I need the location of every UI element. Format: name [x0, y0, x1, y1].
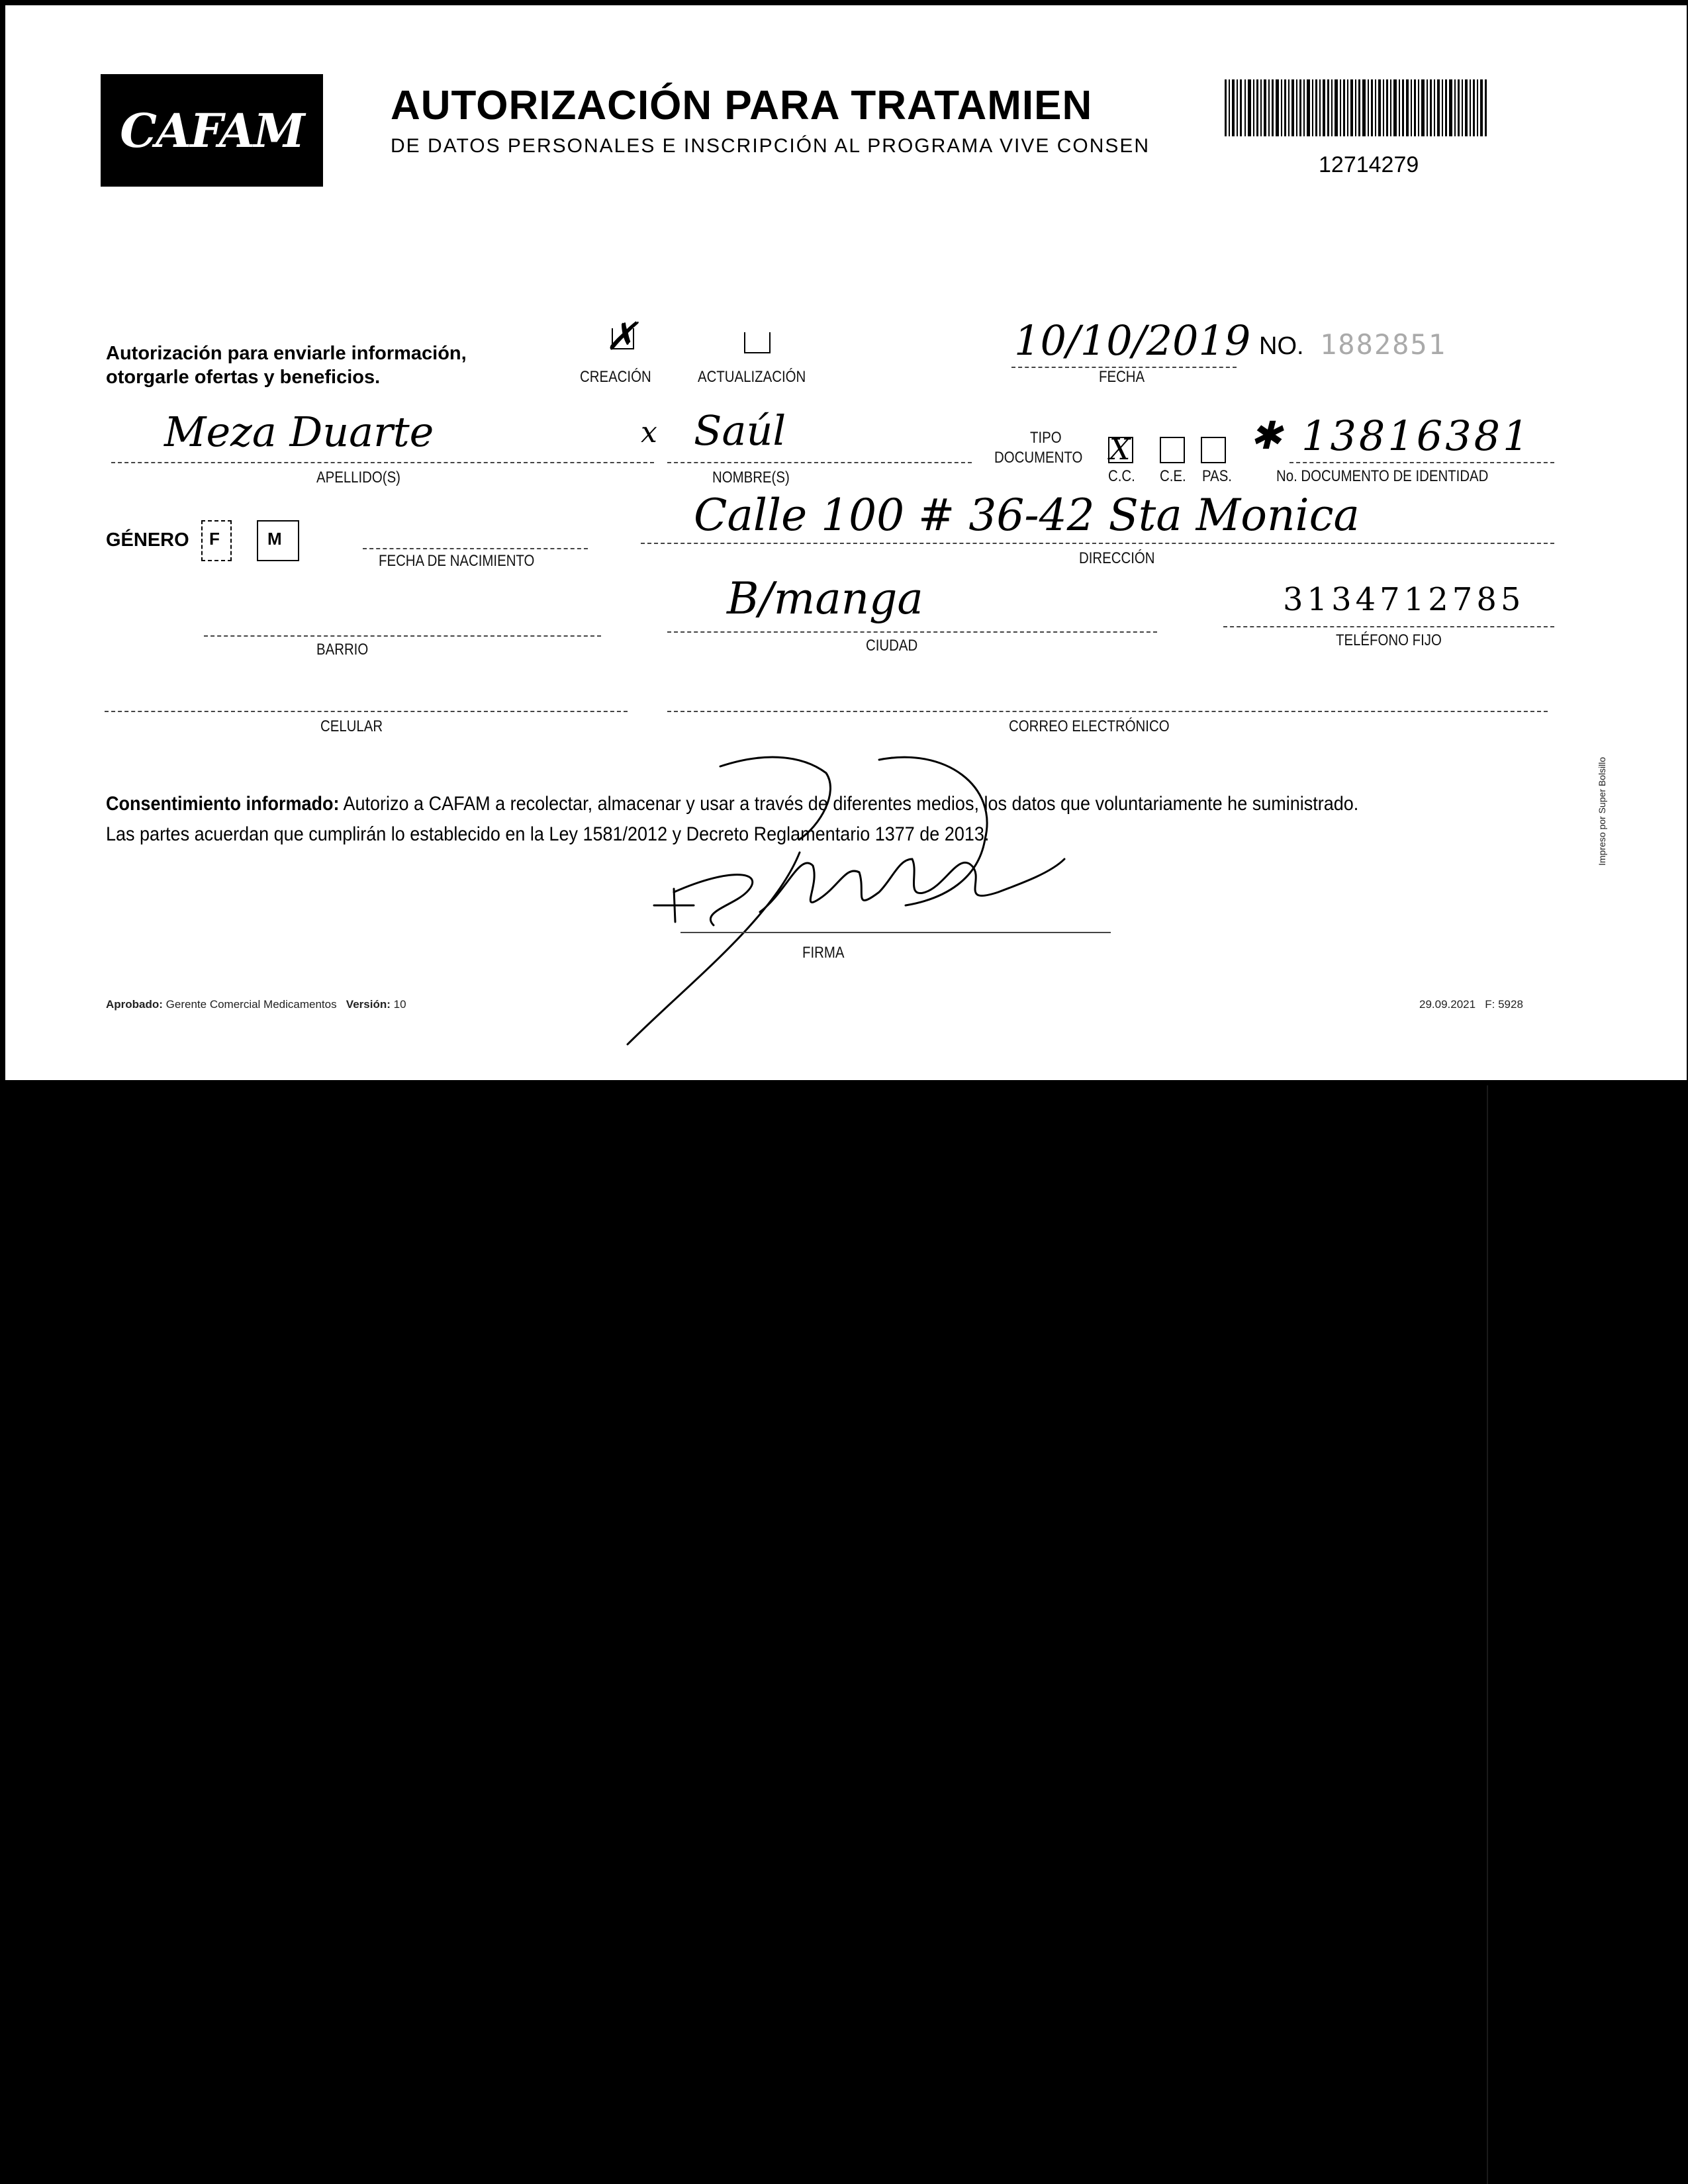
doc-pas-label: PAS.	[1202, 467, 1232, 485]
address-label: DIRECCIÓN	[1079, 549, 1155, 567]
no-value: 1882851	[1320, 328, 1447, 361]
email-line	[667, 711, 1548, 712]
city-label: CIUDAD	[866, 637, 918, 655]
doc-number-label: No. DOCUMENTO DE IDENTIDAD	[1276, 467, 1489, 485]
approved-value: Gerente Comercial Medicamentos	[165, 998, 337, 1011]
scan-edge-line	[1487, 1085, 1488, 2184]
logo-text: CAFAM	[120, 103, 304, 158]
doc-number-value: 13816381	[1301, 412, 1532, 460]
gender-label: GÉNERO	[106, 529, 189, 551]
doc-type-label-line2: DOCUMENTO	[994, 449, 1083, 467]
handwritten-signature	[601, 747, 1144, 1058]
consent-text-1: Autorizo a CAFAM a recolectar, almacenar y usar a través de diferentes medios, los datos que voluntariamente he suministrado.	[343, 793, 1359, 815]
city-line	[667, 631, 1157, 633]
date-label: FECHA	[1099, 368, 1145, 386]
birth-line	[363, 548, 588, 549]
barcode-number: 12714279	[1319, 152, 1419, 177]
doc-ce-label: C.E.	[1160, 467, 1186, 485]
date-value: 10/10/2019	[1014, 316, 1251, 365]
creation-label: CREACIÓN	[580, 368, 651, 386]
update-checkbox[interactable]	[744, 332, 771, 353]
email-label: CORREO ELECTRÓNICO	[1009, 717, 1170, 735]
creation-check-mark: ✗	[605, 314, 637, 359]
surname-label: APELLIDO(S)	[316, 469, 400, 486]
consent-heading: Consentimiento informado:	[106, 793, 340, 815]
form-subtitle: DE DATOS PERSONALES E INSCRIPCIÓN AL PROGRAMA VIVE CONSEN	[391, 135, 1150, 157]
form-sheet	[5, 5, 1687, 1080]
mobile-line	[105, 711, 628, 712]
city-value: B/manga	[727, 573, 923, 624]
doc-pas-checkbox[interactable]	[1201, 437, 1226, 463]
footer-codes	[1419, 998, 1523, 1011]
doc-type-label-line1: TIPO	[1030, 429, 1062, 447]
signature-line	[680, 932, 1111, 933]
mobile-label: CELULAR	[320, 717, 383, 735]
cafam-logo	[101, 74, 323, 187]
names-value: Saúl	[694, 406, 786, 455]
doc-ce-checkbox[interactable]	[1160, 437, 1185, 463]
doc-number-line	[1289, 462, 1554, 463]
neighborhood-label: BARRIO	[316, 641, 369, 659]
version-label: Versión:	[346, 998, 391, 1011]
surname-line	[111, 462, 654, 463]
doc-number-mark: ✱	[1250, 413, 1282, 458]
signature-label: FIRMA	[802, 944, 845, 962]
surname-value: Meza Duarte	[164, 408, 434, 456]
gender-m-label: M	[267, 529, 282, 549]
footer-approval	[106, 998, 406, 1011]
address-line	[641, 543, 1554, 544]
names-mark: x	[641, 416, 657, 449]
address-value: Calle 100 # 36-42 Sta Monica	[694, 490, 1360, 541]
consent-text-2: Las partes acuerdan que cumplirán lo establecido en la Ley 1581/2012 y Decreto Reglamentario 1377 de 2013.	[106, 823, 990, 845]
form-title: AUTORIZACIÓN PARA TRATAMIEN	[391, 83, 1093, 128]
doc-cc-check-mark: X	[1109, 433, 1131, 467]
gender-f-label: F	[209, 529, 220, 549]
names-label: NOMBRE(S)	[712, 469, 790, 486]
authorization-intro-line2: otorgarle ofertas y beneficios.	[106, 367, 381, 388]
update-label: ACTUALIZACIÓN	[698, 368, 806, 386]
phone-label: TELÉFONO FIJO	[1336, 631, 1442, 649]
birth-label: FECHA DE NACIMIENTO	[379, 552, 535, 570]
names-line	[667, 462, 972, 463]
side-print-text: Impreso por Super Bolsillo	[1597, 756, 1607, 866]
authorization-intro	[106, 341, 467, 389]
form-code: F: 5928	[1485, 998, 1523, 1011]
barcode-image	[1225, 79, 1487, 136]
no-label: NO.	[1259, 332, 1304, 360]
version-value: 10	[393, 998, 406, 1011]
phone-value: 3134712785	[1283, 581, 1525, 618]
authorization-intro-line1: Autorización para enviarle información,	[106, 343, 467, 364]
doc-cc-label: C.C.	[1108, 467, 1135, 485]
approved-label: Aprobado:	[106, 998, 163, 1011]
date-code: 29.09.2021	[1419, 998, 1476, 1011]
phone-line	[1223, 626, 1554, 627]
neighborhood-line	[204, 635, 601, 637]
